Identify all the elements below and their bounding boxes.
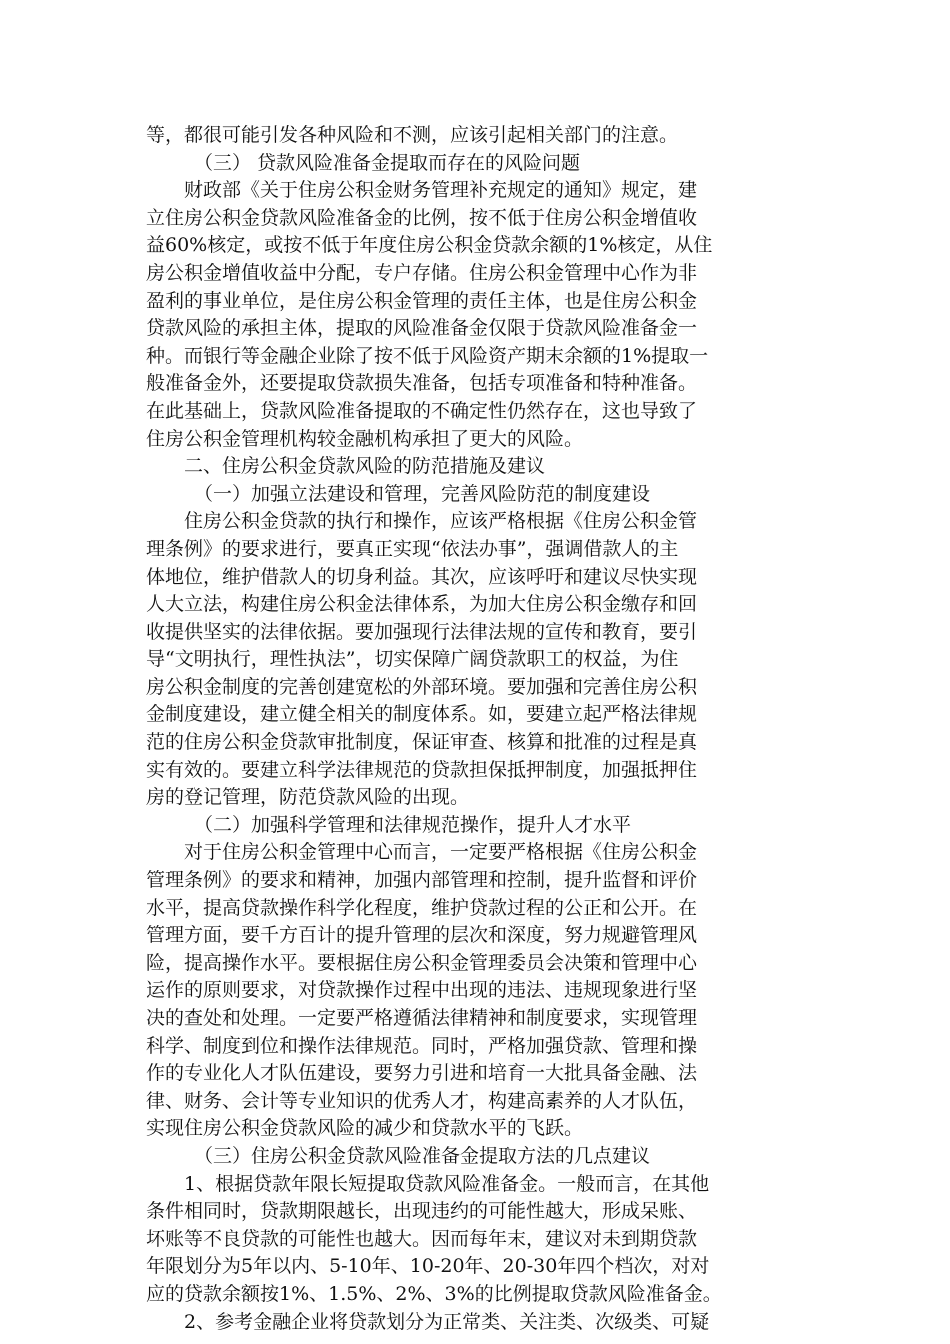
text-line: 水平，提高贷款操作科学化程度，维护贷款过程的公正和公开。在 — [146, 896, 698, 919]
text-line: 应的贷款余额按1%、1.5%、2%、3%的比例提取贷款风险准备金。 — [146, 1282, 722, 1305]
text-line: 条件相同时，贷款期限越长，出现违约的可能性越大，形成呆账、 — [146, 1200, 698, 1223]
text-line: （二）加强科学管理和法律规范操作，提升人才水平 — [194, 813, 632, 836]
text-line: 运作的原则要求，对贷款操作过程中出现的违法、违规现象进行坚 — [146, 979, 698, 1002]
text-line: 理条例》的要求进行，要真正实现“依法办事”，强调借款人的主 — [146, 537, 679, 560]
text-line: 贷款风险的承担主体，提取的风险准备金仅限于贷款风险准备金一 — [146, 317, 698, 340]
text-line: 实现住房公积金贷款风险的减少和贷款水平的飞跃。 — [146, 1117, 584, 1140]
text-line: 财政部《关于住房公积金财务管理补充规定的通知》规定，建 — [184, 179, 698, 202]
text-line: 2、参考金融企业将贷款划分为正常类、关注类、次级类、可疑 — [184, 1310, 710, 1333]
text-line: 范的住房公积金贷款审批制度，保证审查、核算和批准的过程是真 — [146, 731, 698, 754]
text-line: 实有效的。要建立科学法律规范的贷款担保抵押制度，加强抵押住 — [146, 758, 698, 781]
text-line: 等，都很可能引发各种风险和不测，应该引起相关部门的注意。 — [146, 124, 679, 146]
text-line: （三）住房公积金贷款风险准备金提取方法的几点建议 — [194, 1144, 651, 1167]
text-line: 作的专业化人才队伍建设，要努力引进和培育一大批具备金融、法 — [146, 1062, 698, 1085]
text-line: 房公积金制度的完善创建宽松的外部环境。要加强和完善住房公积 — [146, 675, 698, 698]
text-line: 律、财务、会计等专业知识的优秀人才，构建高素养的人才队伍， — [146, 1089, 698, 1112]
text-line: 收提供坚实的法律依据。要加强现行法律法规的宣传和教育，要引 — [146, 620, 698, 643]
text-line: 金制度建设，建立健全相关的制度体系。如，要建立起严格法律规 — [146, 703, 698, 726]
text-line: 险，提高操作水平。要根据住房公积金管理委员会决策和管理中心 — [146, 951, 698, 974]
text-line: 导“文明执行，理性执法”，切实保障广阔贷款职工的权益，为住 — [146, 648, 679, 671]
text-line: 种。而银行等金融企业除了按不低于风险资产期末余额的1%提取一 — [146, 344, 709, 367]
text-line: 房公积金增值收益中分配，专户存储。住房公积金管理中心作为非 — [146, 261, 698, 284]
text-line: 在此基础上，贷款风险准备提取的不确定性仍然存在，这也导致了 — [146, 399, 698, 422]
text-line: 盈利的事业单位，是住房公积金管理的责任主体，也是住房公积金 — [146, 289, 698, 312]
text-line: （三） 贷款风险准备金提取而存在的风险问题 — [194, 151, 581, 174]
text-line: 二、住房公积金贷款风险的防范措施及建议 — [184, 455, 546, 478]
text-line: 对于住房公积金管理中心而言，一定要严格根据《住房公积金 — [184, 841, 698, 864]
text-line: 1、根据贷款年限长短提取贷款风险准备金。一般而言，在其他 — [184, 1172, 710, 1195]
text-line: 般准备金外，还要提取贷款损失准备，包括专项准备和特种准备。 — [146, 372, 698, 395]
text-line: 房的登记管理，防范贷款风险的出现。 — [146, 786, 470, 809]
text-line: 益60%核定，或按不低于年度住房公积金贷款余额的1%核定，从住 — [146, 234, 713, 257]
text-line: 住房公积金管理机构较金融机构承担了更大的风险。 — [146, 427, 584, 450]
text-line: 人大立法，构建住房公积金法律体系，为加大住房公积金缴存和回 — [146, 593, 698, 616]
text-line: 管理条例》的要求和精神，加强内部管理和控制，提升监督和评价 — [146, 869, 698, 892]
text-line: 体地位，维护借款人的切身利益。其次，应该呼吁和建议尽快实现 — [146, 565, 698, 588]
text-line: 管理方面，要千方百计的提升管理的层次和深度，努力规避管理风 — [146, 924, 698, 947]
text-line: 坏账等不良贷款的可能性也越大。因而每年末，建议对未到期贷款 — [146, 1227, 698, 1250]
document-body — [146, 122, 806, 1336]
text-line: 年限划分为5年以内、5-10年、10-20年、20-30年四个档次，对对 — [146, 1255, 710, 1278]
text-line: 住房公积金贷款的执行和操作，应该严格根据《住房公积金管 — [184, 510, 698, 533]
text-line: 立住房公积金贷款风险准备金的比例，按不低于住房公积金增值收 — [146, 206, 698, 229]
text-line: 决的查处和处理。一定要严格遵循法律精神和制度要求，实现管理 — [146, 1007, 698, 1029]
text-line: 科学、制度到位和操作法律规范。同时，严格加强贷款、管理和操 — [146, 1034, 698, 1057]
text-line: （一）加强立法建设和管理，完善风险防范的制度建设 — [194, 482, 651, 505]
